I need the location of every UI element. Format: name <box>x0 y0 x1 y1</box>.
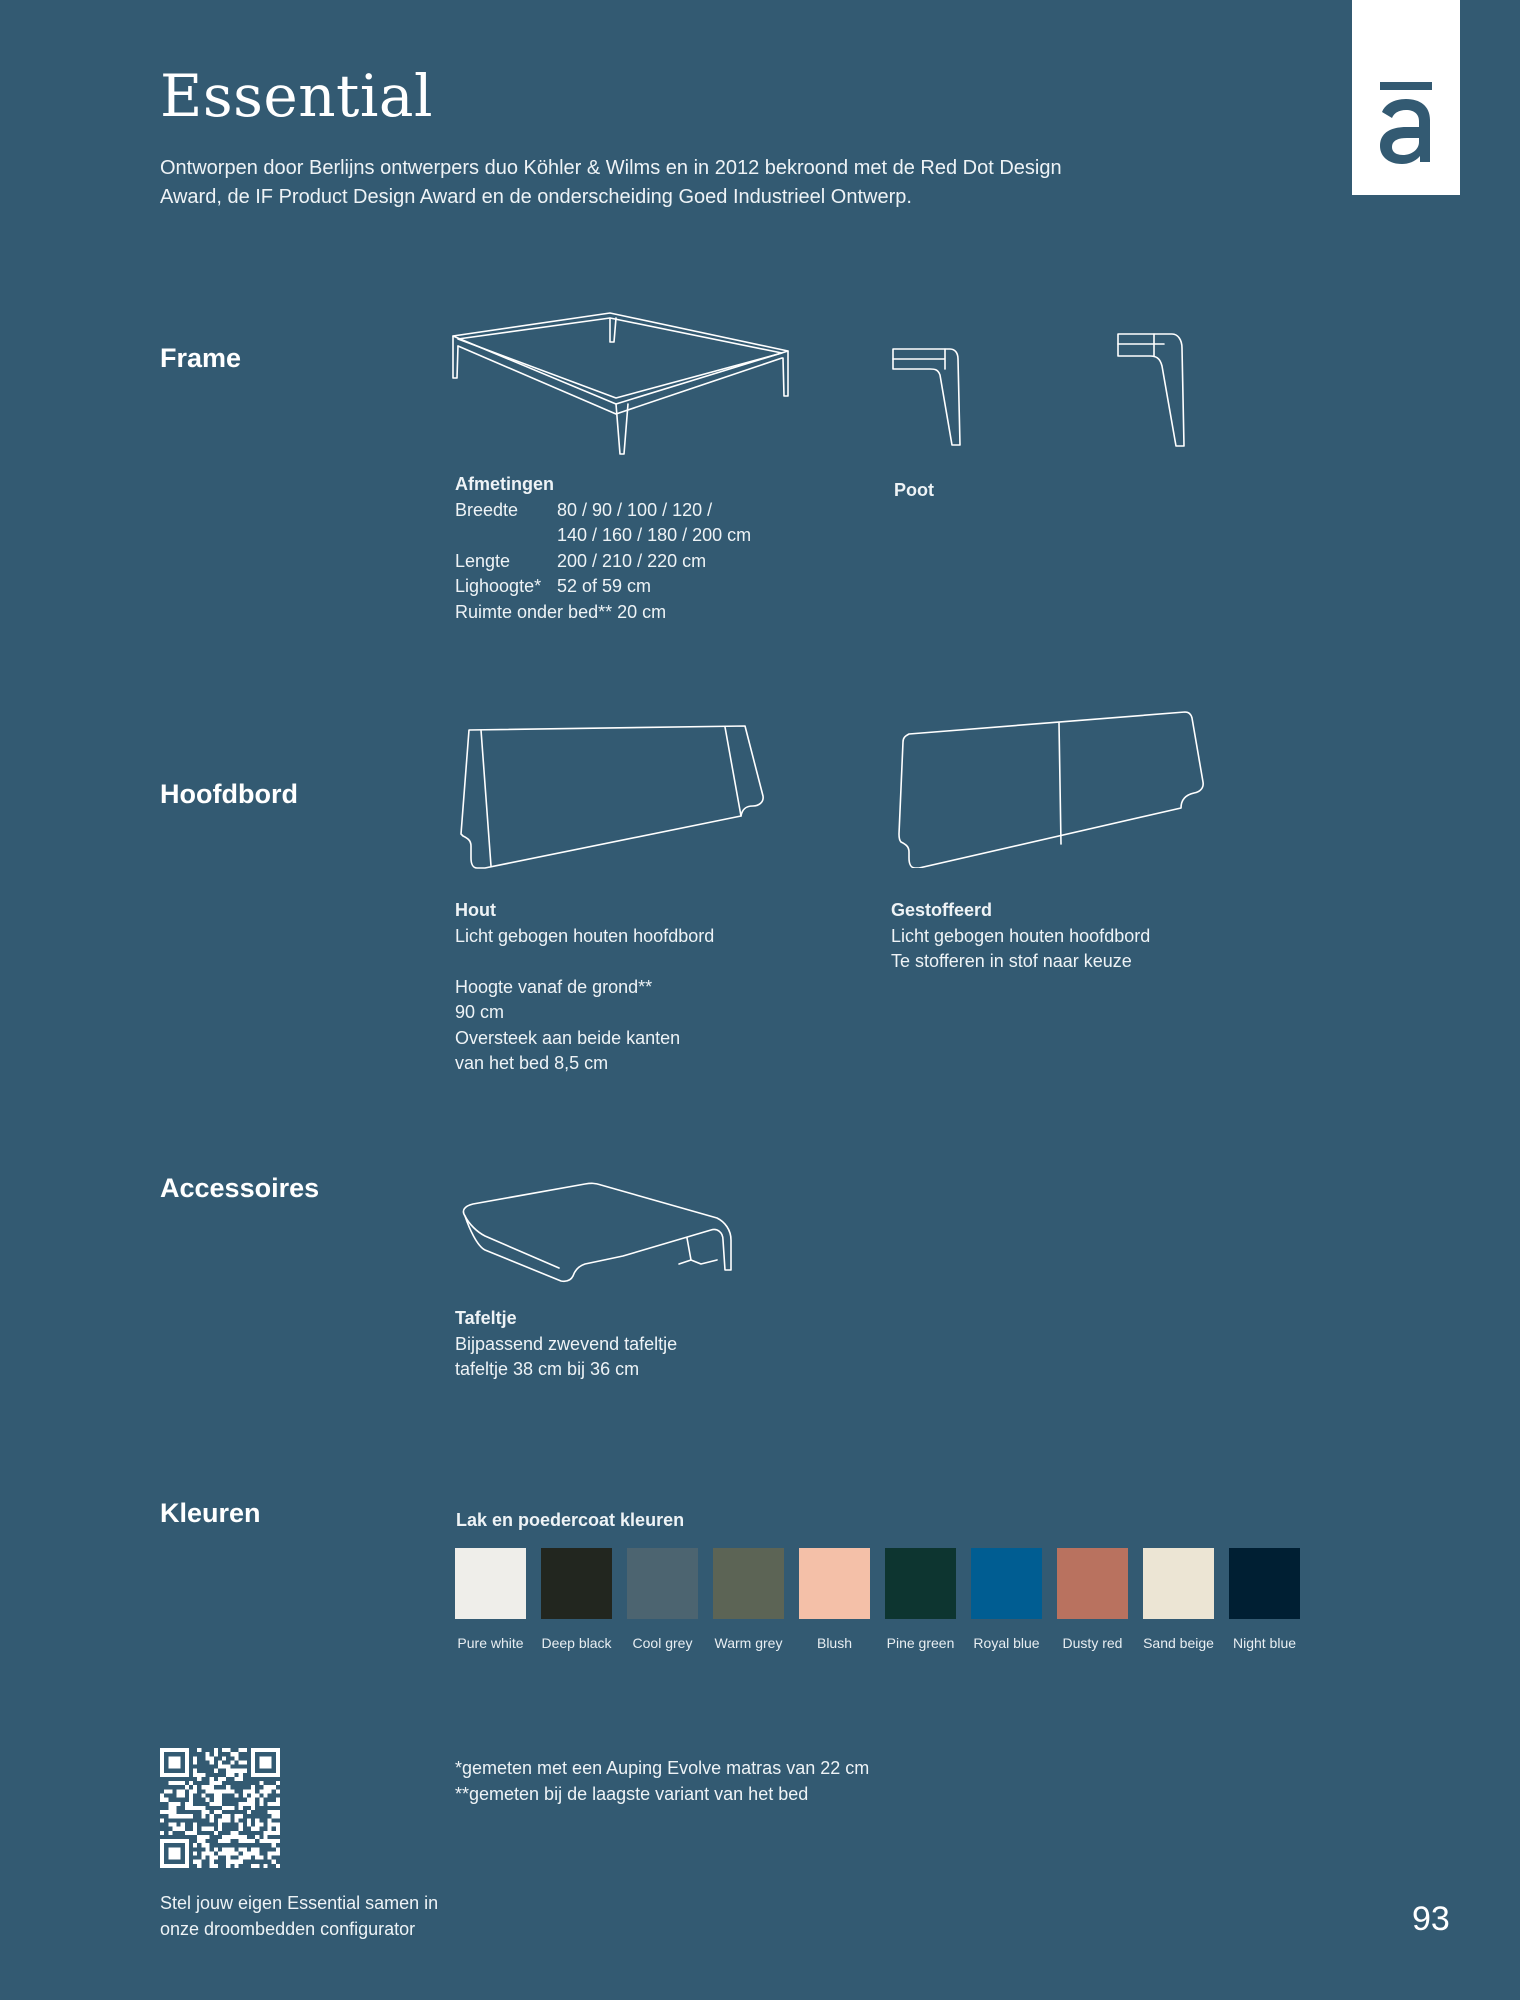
page-title: Essential <box>160 62 434 130</box>
headboard-upholstered-info <box>891 898 1150 975</box>
leg-drawing-front <box>890 345 965 450</box>
dimensions-heading: Afmetingen <box>455 474 554 494</box>
color-swatches <box>455 1548 1300 1651</box>
headboard-overhang-2: van het bed 8,5 cm <box>455 1053 609 1073</box>
headboard-upholstered-line1: Licht gebogen houten hoofdbord <box>891 925 1151 946</box>
leg-label: Poot <box>894 480 934 500</box>
frame-drawing <box>448 306 793 458</box>
color-chip <box>455 1548 526 1619</box>
color-name: Royal blue <box>973 1635 1040 1651</box>
color-swatch <box>627 1548 698 1651</box>
color-name: Dusty red <box>1062 1635 1123 1651</box>
color-name: Pine green <box>886 1635 955 1651</box>
brand-logo <box>1352 0 1460 195</box>
footnote-2: **gemeten bij de laagste variant van het bed <box>455 1783 809 1804</box>
section-label-colors: Kleuren <box>160 1498 261 1528</box>
headboard-upholstered-title: Gestoffeerd <box>891 900 993 920</box>
color-swatch <box>713 1548 784 1651</box>
section-label-accessories: Accessoires <box>160 1173 320 1203</box>
headboard-wood-title: Hout <box>455 900 496 920</box>
qr-code[interactable] <box>160 1748 280 1868</box>
color-swatch <box>971 1548 1042 1651</box>
page-number: 93 <box>1412 1900 1450 1938</box>
side-table-title: Tafeltje <box>455 1308 517 1328</box>
color-swatch <box>1057 1548 1128 1651</box>
headboard-overhang-1: Oversteek aan beide kanten <box>455 1027 681 1048</box>
color-swatch <box>799 1548 870 1651</box>
dimension-row: Breedte 80 / 90 / 100 / 120 / <box>455 499 713 520</box>
headboard-wood-drawing <box>455 718 767 873</box>
headboard-upholstered-drawing <box>895 708 1207 868</box>
color-name: Deep black <box>541 1635 612 1651</box>
color-chip <box>627 1548 698 1619</box>
side-table-line1: Bijpassend zwevend tafeltje <box>455 1333 678 1354</box>
color-chip <box>971 1548 1042 1619</box>
configurator-line1: Stel jouw eigen Essential samen in <box>160 1893 439 1913</box>
side-table-info <box>455 1306 677 1383</box>
side-table-drawing <box>455 1180 735 1285</box>
configurator-line2: onze droombedden configurator <box>160 1918 416 1939</box>
headboard-height-value: 90 cm <box>455 1002 505 1022</box>
footnote-1: *gemeten met een Auping Evolve matras van 22 cm <box>455 1758 870 1778</box>
color-swatch <box>541 1548 612 1651</box>
logo-a-icon <box>1376 82 1436 164</box>
section-label-frame: Frame <box>160 343 242 373</box>
color-chip <box>1229 1548 1300 1619</box>
dimension-row: Lighoogte* 52 of 59 cm <box>455 576 652 596</box>
color-swatch <box>1143 1548 1214 1651</box>
color-chip <box>1143 1548 1214 1619</box>
headboard-upholstered-line2: Te stofferen in stof naar keuze <box>891 951 1132 971</box>
color-chip <box>1057 1548 1128 1619</box>
intro-text: Ontworpen door Berlijns ontwerpers duo Köhler & Wilms en in 2012 bekroond met de Red Dot Design Award, de IF Product Design Award en de onderscheiding Goed Industrieel Ontwerp. <box>160 157 1062 208</box>
color-name: Warm grey <box>714 1635 783 1651</box>
color-chip <box>885 1548 956 1619</box>
dimension-row: Lengte 200 / 210 / 220 cm <box>455 550 707 571</box>
frame-dimensions <box>455 472 751 625</box>
dimension-row: 140 / 160 / 180 / 200 cm <box>557 525 752 545</box>
color-swatch <box>1229 1548 1300 1651</box>
color-swatch <box>885 1548 956 1651</box>
section-label-headboard: Hoofdbord <box>160 779 298 809</box>
color-name: Night blue <box>1232 1635 1297 1651</box>
dimensions-table <box>455 498 751 600</box>
color-name: Sand beige <box>1143 1635 1214 1651</box>
color-chip <box>541 1548 612 1619</box>
colors-heading: Lak en poedercoat kleuren <box>456 1510 685 1530</box>
configurator-text <box>160 1891 438 1942</box>
footnotes <box>455 1756 869 1807</box>
leg-drawing-side <box>1114 330 1189 450</box>
side-table-line2: tafeltje 38 cm bij 36 cm <box>455 1359 640 1379</box>
headboard-wood-info <box>455 898 714 1077</box>
color-name: Pure white <box>457 1635 524 1651</box>
headboard-height-label: Hoogte vanaf de grond** <box>455 976 653 997</box>
color-chip <box>799 1548 870 1619</box>
color-swatch <box>455 1548 526 1651</box>
color-chip <box>713 1548 784 1619</box>
color-name: Cool grey <box>632 1635 693 1651</box>
space-under-bed: Ruimte onder bed** 20 cm <box>455 601 667 622</box>
color-name: Blush <box>816 1635 853 1651</box>
headboard-wood-desc: Licht gebogen houten hoofdbord <box>455 925 715 946</box>
